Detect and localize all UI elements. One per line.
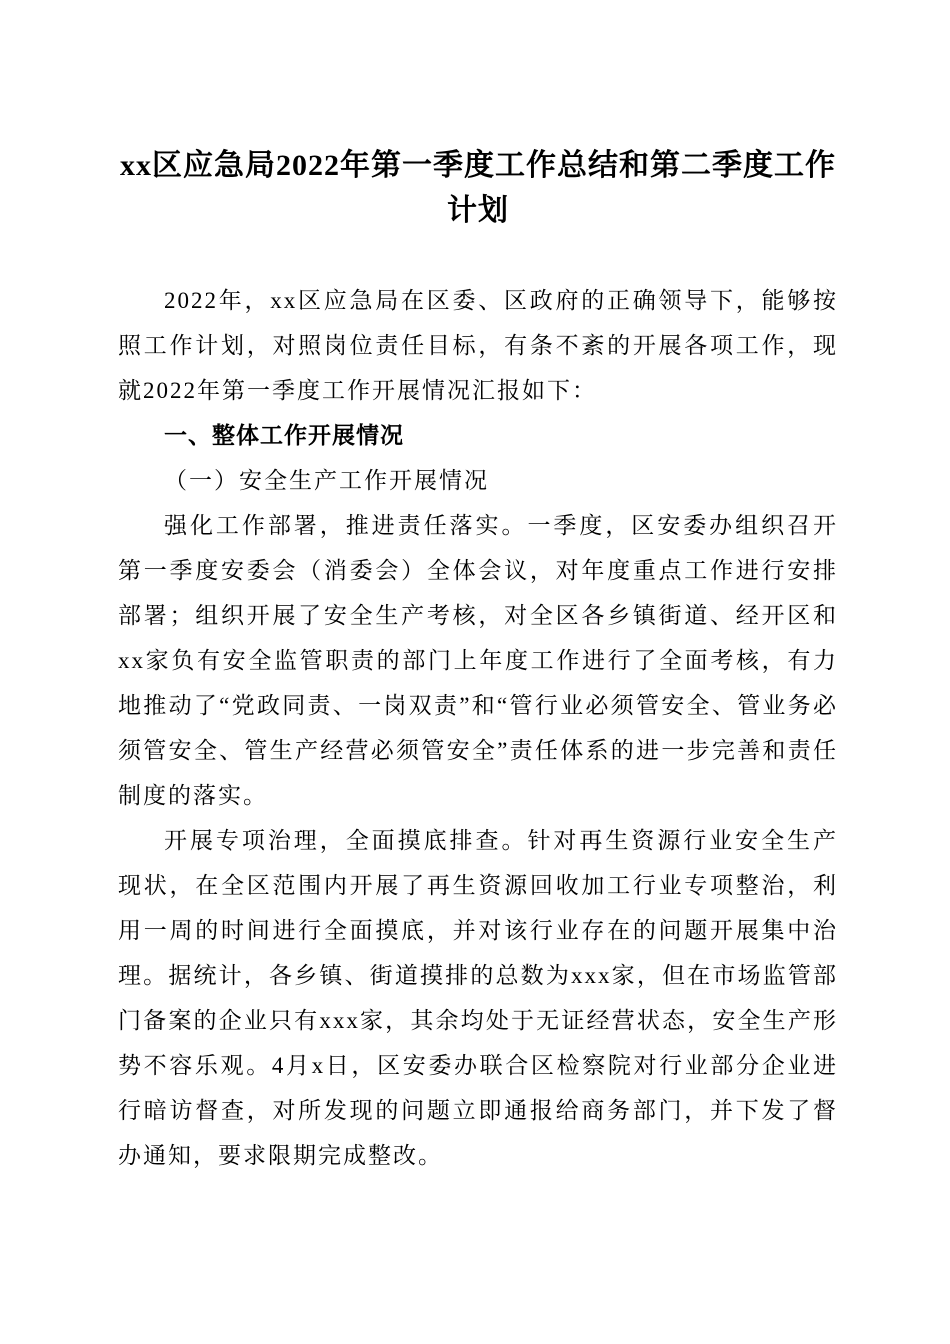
document-title: xx区应急局2022年第一季度工作总结和第二季度工作计划 [120,149,836,227]
paragraph-work-deployment: 强化工作部署，推进责任落实。一季度，区安委办组织召开第一季度安委会（消委会）全体会议，对年度重点工作进行安排部署；组织开展了安全生产考核，对全区各乡镇街道、经开区和xx家负有安全监管职责的部门上年度工作进行了全面考核，有力地推动了“党政同责、一岗双责”和“管行业必须管安全、管业务必须管安全、管生产经营必须管安全”责任体系的进一步完善和责任制度的落实。 [118,513,838,808]
paragraph-intro: 2022年，xx区应急局在区委、区政府的正确领导下，能够按照工作计划，对照岗位责任目标，有条不紊的开展各项工作，现就2022年第一季度工作开展情况汇报如下： [118,288,838,403]
paragraph-special-governance: 开展专项治理，全面摸底排查。针对再生资源行业安全生产现状，在全区范围内开展了再生资源回收加工行业专项整治，利用一周的时间进行全面摸底，并对该行业存在的问题开展集中治理。据统计，各乡镇、街道摸排的总数为xxx家，但在市场监管部门备案的企业只有xxx家，其余均处于无证经营状态，安全生产形势不容乐观。4月x日，区安委办联合区检察院对行业部分企业进行暗访督查，对所发现的问题立即通报给商务部门，并下发了督办通知，要求限期完成整改。 [118,828,838,1168]
section-heading-overall-work: 一、整体工作开展情况 [164,422,404,448]
subsection-heading-safety-production: （一）安全生产工作开展情况 [164,468,489,493]
